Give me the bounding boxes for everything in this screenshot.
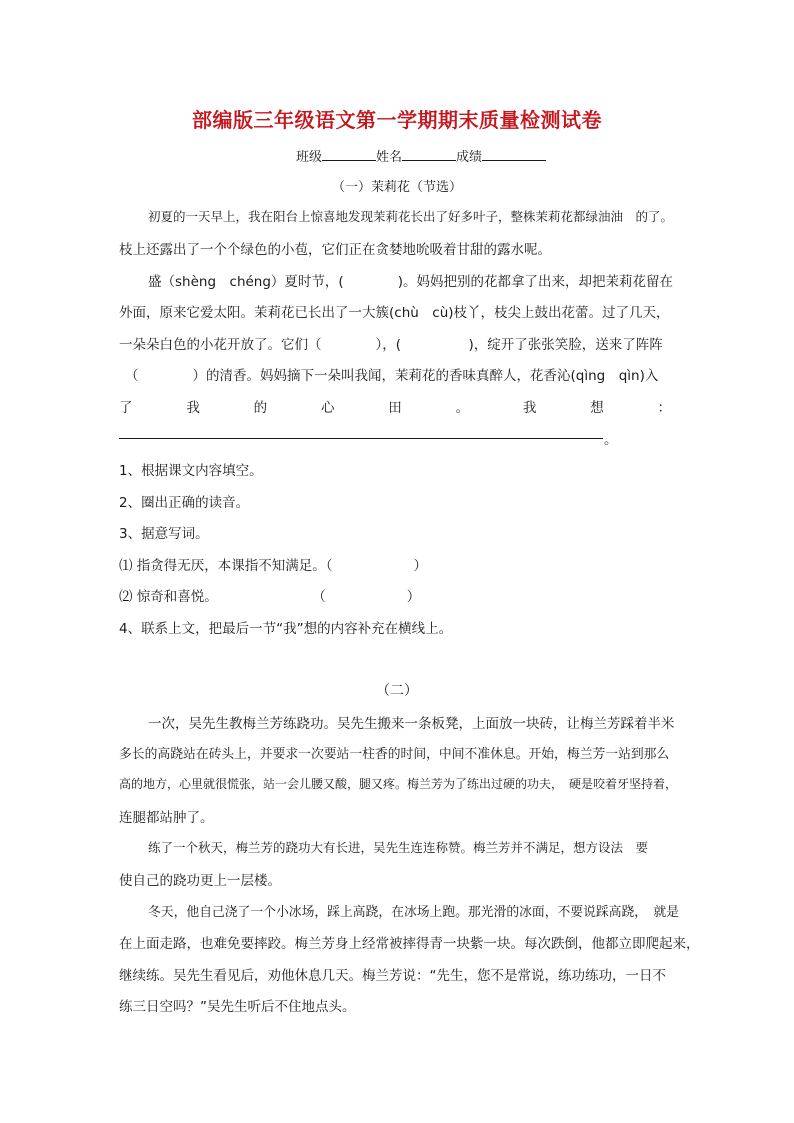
- question-item: ⑴ 指贪得无厌，本课指不知满足。（ ）: [119, 558, 428, 574]
- passage2-line: 连腿都站肿了。: [119, 810, 214, 826]
- spread-char: 的: [253, 400, 268, 416]
- passage1-line: 一朵朵白色的小花开放了。它们（ ），( )，绽开了张张笑脸，送来了阵阵: [119, 337, 663, 353]
- passage1-spread-line: [119, 396, 671, 416]
- question-item: 1、根据课文内容填空。: [119, 463, 263, 479]
- name-label: 姓名: [376, 150, 403, 165]
- passage2-line: 冬天，他自己浇了一个小冰场，踩上高跷，在冰场上跑。那光滑的冰面，不要说踩高跷， 就是: [148, 905, 680, 920]
- answer-line-period: 。: [604, 432, 618, 448]
- score-blank: [482, 148, 546, 161]
- class-blank: [322, 148, 376, 161]
- passage1-line: 枝上还露出了一个个绿色的小苞，它们正在贪婪地吮吸着甘甜的露水呢。: [119, 242, 551, 258]
- passage2-line: 使自己的跷功更上一层楼。: [119, 873, 281, 889]
- spread-char: 。: [455, 400, 470, 416]
- passage1-line: 盛（shèng chéng）夏时节，( )。妈妈把别的花都拿了出来，却把茉莉花留在: [148, 274, 673, 290]
- spread-char: 了: [119, 400, 133, 416]
- student-info-line: [296, 146, 546, 165]
- question-item: ⑵ 惊奇和喜悦。 （ ）: [119, 589, 421, 605]
- passage2-line: 练了一个秋天，梅兰芳的跷功大有长进，吴先生连连称赞。梅兰芳并不满足，想方设法 要: [148, 840, 649, 855]
- passage1-line: 初夏的一天早上，我在阳台上惊喜地发现茉莉花长出了好多叶子，整株茉莉花都绿油油 的了。: [148, 209, 674, 224]
- spread-char: 想: [590, 400, 604, 416]
- passage2-line: 在上面走路，也难免要摔跤。梅兰芳身上经常被摔得青一块紫一块。每次跌倒，他都立即爬起来，: [119, 936, 700, 952]
- passage1-line: （ ）的清香。妈妈摘下一朵叫我闻，茉莉花的香味真醉人，花香沁(qìng qìn)入: [125, 368, 659, 384]
- passage2-line: 高的地方，心里就很慌张，站一会儿腰又酸，腿又疼。梅兰芳为了练出过硬的功夫， 硬是咬着牙坚持着，: [119, 777, 678, 791]
- question-item: 4、联系上文，把最后一节“我”想的内容补充在横线上。: [119, 621, 453, 637]
- section2-title: （二）: [376, 683, 418, 699]
- passage2-line: 多长的高跷站在砖头上，并要求一次要站一柱香的时间，中间不准休息。开始，梅兰芳一站到那么: [119, 747, 670, 762]
- page-title: 部编版三年级语文第一学期期末质量检测试卷: [192, 108, 602, 132]
- question-item: 2、圈出正确的读音。: [119, 495, 250, 511]
- question-item: 3、据意写词。: [119, 526, 209, 542]
- spread-char: 我: [522, 400, 537, 416]
- spread-char: 田: [388, 400, 402, 416]
- score-label: 成绩: [456, 150, 483, 165]
- spread-char: ：: [657, 400, 671, 416]
- passage2-line: 一次，吴先生教梅兰芳练跷功。吴先生搬来一条板凳，上面放一块砖，让梅兰芳踩着半米: [148, 716, 675, 732]
- passage1-line: 外面，原来它爱太阳。茉莉花已长出了一大簇(chù cù)枝丫，枝尖上鼓出花蕾。过了几天，: [119, 305, 670, 321]
- answer-line[interactable]: [119, 438, 603, 439]
- section1-title: （一）茉莉花（节选）: [331, 180, 462, 195]
- spread-char: 心: [320, 400, 335, 416]
- class-label: 班级: [296, 150, 323, 165]
- passage2-line: 练三日空吗？”吴先生听后不住地点头。: [119, 999, 356, 1015]
- name-blank: [402, 148, 456, 161]
- passage2-line: 继续练。吴先生看见后，劝他休息几天。梅兰芳说：“先生，您不是常说，练功练功，一日不: [119, 968, 666, 984]
- spread-char: 我: [186, 400, 200, 416]
